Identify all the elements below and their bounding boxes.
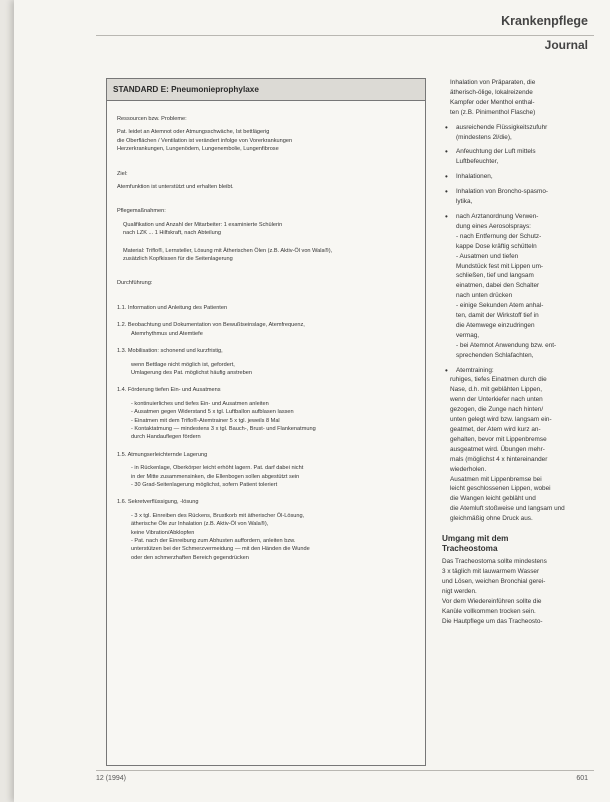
spray-step: einatmen, dabei den Schalter: [456, 282, 540, 290]
header-divider: [96, 35, 594, 36]
step-1-6-sub: oder den schmerzhaften Bereich gegendrücken: [131, 554, 249, 561]
bullet-item: • ausreichende Flüssigkeitszufuhr (mindestens 2l/die),: [445, 122, 548, 141]
pflege-quali-line: Qualifikation und Anzahl der Mitarbeiter: 1 examinierte Schülerin: [123, 221, 283, 228]
pflege-quali-line: nach LZK ... 1 Hilfskraft, nach Abteilung: [123, 230, 221, 237]
atemtraining-text: ruhiges, tiefes Einatmen durch die Nase, d.h. mit geblähten Lippen, wenn der Unterkiefer nach unten gezogen, die Zunge nach hinten/ unten gelegt wird bzw. langsam ein- geatmet, der Atem wird kurz an- gehalten, bevor mit Lippenbremse ausgeatmet wird. Übungen mehr- mals (möglichst 4 x hintereinander wiederholen. Ausatmen mit Lippenbremse bei leicht geschlossenen Lippen, wobei die Wangen leicht gebläht und die Atemluft stoßweise und langsam und gleichmäßig ohne Druck aus.: [450, 376, 565, 523]
spray-step: kappe Dose kräftig schütteln: [456, 242, 537, 250]
spray-step: sprechenden Schlafachten,: [456, 351, 534, 359]
spray-step: die Atemwege einzudringen: [456, 321, 535, 329]
bullet-item: • Inhalationen,: [445, 172, 493, 182]
issue-number: 12 (1994): [96, 775, 126, 782]
spray-step: - einige Sekunden Atem anhal-: [456, 302, 544, 310]
spray-step: - nach Entfernung der Schutz-: [456, 232, 542, 240]
journal-page: [14, 0, 610, 802]
ressourcen-line: die Oberflächen / Ventilation ist verändert infolge von Vorerkrankungen: [117, 137, 293, 144]
step-1-3: 1.3. Mobilisation: schonend und kurzfristig,: [117, 348, 223, 355]
step-1-6-sub: unterstützen bei der Schmerzvermeidung — mit den Händen die Wunde: [131, 546, 310, 553]
spray-step: ten, damit der Wirkstoff tief in: [456, 312, 539, 320]
umgang-text: Das Tracheostoma sollte mindestens 3 x täglich mit lauwarmem Wasser und Lösen, weichen Bronchial gerei- nigt werden. Vor dem Wiedereinführen sollte die Kanüle vollkommen trocken sein. Die Hautpflege um das Tracheosto-: [442, 558, 547, 625]
step-1-4-sub: - Ausatmen gegen Widerstand 5 x tgl. Luftballon aufblasen lassen: [131, 409, 294, 416]
bullet-item: • Anfeuchtung der Luft mittels Luftbefeuchter,: [445, 147, 536, 166]
durchfuehrung-label: Durchführung:: [117, 280, 153, 287]
standard-title: STANDARD E: Pneumonieprophylaxe: [107, 79, 425, 101]
ziel-text: Atemfunktion ist unterstützt und erhalten bleibt.: [117, 184, 234, 191]
step-1-4-sub: durch Handauflegen fördern: [131, 434, 201, 441]
bullet-dot-icon: •: [445, 187, 448, 197]
bullet-item: • nach Arztanordnung Verwen- dung eines Aerosolsprays: - nach Entfernung der Schutz- kappe Dose kräftig schütteln - Ausatmen und tiefen Mundstück fest mit Lippen um- schließen, tief und langsam einatmen, dabei den Schalter nach unten drücken - einige Sekunden Atem anhal- ten, damit der Wirkstoff tief in die Atemwege einzudringen vermag, - bei Atemnot Anwendung bzw. ent- sprechenden Schlafachten,: [442, 212, 590, 361]
step-1-5-sub: in der Mitte zusammensinken, die Ellenbogen sollen abgestützt sein: [131, 473, 300, 480]
footer-divider: [96, 770, 594, 771]
step-1-6: 1.6. Sekretverflüssigung, -lösung: [117, 499, 199, 506]
step-1-6-sub: ätherische Öle zur Inhalation (z.B. Aktiv-Öl von Wala®),: [131, 521, 269, 528]
bullet-dot-icon: •: [445, 122, 448, 132]
step-1-5: 1.5. Atmungserleichternde Lagerung: [117, 451, 208, 458]
intro-line: Kampfer oder Menthol enthal-: [450, 98, 535, 106]
intro-line: ätherisch-ölige, lokalreizende: [450, 88, 533, 96]
standard-body: [107, 101, 425, 562]
page-header: [501, 14, 588, 52]
ressourcen-label: Ressourcen bzw. Probleme:: [117, 116, 187, 122]
bullet-dot-icon: •: [445, 211, 448, 221]
step-1-2-cont: Atemrhythmus und Atemtiefe: [131, 330, 203, 337]
journal-subtitle: Journal: [544, 38, 588, 52]
intro-line: ten (z.B. Pinimenthol Flasche): [450, 108, 536, 116]
ziel-label: Ziel:: [117, 170, 128, 177]
step-1-5-sub: - 30 Grad-Seitenlagerung möglichst, sofern Patient toleriert: [131, 481, 278, 488]
spray-step: - bei Atemnot Anwendung bzw. ent-: [456, 341, 557, 349]
spray-step: nach unten drücken: [456, 292, 513, 300]
spray-step: schließen, tief und langsam: [456, 272, 534, 280]
step-1-3-sub: wenn Bettlage nicht möglich ist, gefordert,: [131, 361, 235, 368]
step-1-6-sub: keine Vibration/Abklopfen: [131, 529, 195, 536]
step-1-4-sub: - Einatmen mit dem Triflo®-Atemtrainer 5 x tgl. jeweils 8 Mal: [131, 417, 280, 424]
step-1-4-sub: - Kontaktatmung — mindestens 3 x tgl. Bauch-, Brust- und Flankenatmung: [131, 425, 316, 432]
bullet-dot-icon: •: [445, 172, 448, 182]
step-1-2: 1.2. Beobachtung und Dokumentation von Bewußtseinslage, Atemfrequenz,: [117, 322, 305, 329]
pflege-material-line: zusätzlich Kopfkissen für die Seitenlagerung: [123, 256, 233, 263]
bullet-dot-icon: •: [445, 147, 448, 157]
ressourcen-line: Pat. leidet an Atemnot oder Atmungsschwäche, Ist bettlägerig: [117, 129, 270, 136]
step-1-3-sub: Umlagerung des Pat. möglichst häufig anstreben: [131, 369, 252, 376]
spray-step: - Ausatmen und tiefen: [456, 252, 519, 260]
spray-step: Mundstück fest mit Lippen um-: [456, 262, 544, 270]
ressourcen-line: Herzerkrankungen, Lungenödem, Lungenembolie, Lungenfibrose: [117, 146, 279, 153]
intro-line: Inhalation von Präparaten, die: [450, 79, 536, 86]
spray-step: vermag,: [456, 331, 480, 339]
bullet-item: [442, 366, 590, 376]
step-1-4-sub: - kontinuierliches und tiefes Ein- und Ausatmen anleiten: [131, 400, 269, 407]
step-1-4: 1.4. Förderung tiefen Ein- und Ausatmens: [117, 387, 221, 394]
right-column: [442, 78, 590, 626]
step-1-6-sub: - Pat. nach der Einreibung zum Abhusten auffordern, anleiten bzw.: [131, 538, 296, 544]
step-1-5-sub: - in Rückenlage, Oberkörper leicht erhöht lagern. Pat. darf dabei nicht: [131, 465, 304, 472]
bullet-dot-icon: •: [445, 365, 448, 375]
standard-box: [106, 78, 426, 766]
bullet-item: • Inhalation von Broncho-spasmo- lytika,: [445, 187, 549, 206]
step-1-6-sub: - 3 x tgl. Einreiben des Rückens, Brustkorb mit ätherischer Öl-Lösung,: [131, 512, 305, 519]
step-1-1: 1.1. Information und Anleitung des Patienten: [117, 304, 228, 311]
umgang-heading: Umgang mit dem Tracheostoma: [442, 534, 509, 554]
pflege-label: Pflegemaßnahmen:: [117, 208, 166, 215]
journal-title: Krankenpflege: [501, 14, 588, 28]
page-number: 601: [576, 775, 588, 782]
atemtraining-label: Atemtraining:: [456, 366, 494, 374]
pflege-material-line: Material: Triflo®, Lernsteller, Lösung mit Ätherischen Ölen (z.B. Aktiv-Öl von Wala®),: [123, 247, 333, 254]
